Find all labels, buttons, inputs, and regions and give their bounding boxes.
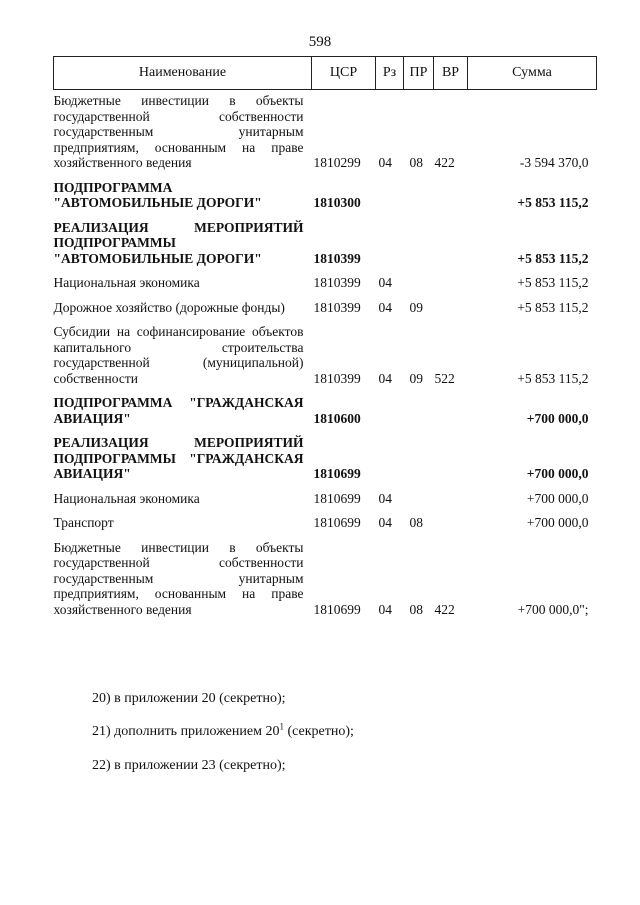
cell-rz: 04 xyxy=(378,155,392,170)
cell-sum: +700 000,0 xyxy=(526,410,589,426)
cell-csr: 1810699 xyxy=(313,466,361,481)
cell-pr: 09 xyxy=(409,299,423,315)
cell-sum: +5 853 115,2 xyxy=(517,250,589,266)
cell-sum: +700 000,0 xyxy=(526,515,589,530)
cell-pr xyxy=(404,215,434,271)
table-row xyxy=(54,486,597,511)
cell-vr xyxy=(434,510,468,535)
cell-name: РЕАЛИЗАЦИЯ МЕРОПРИЯТИЙ ПОДПРОГРАММЫ "ГРАЖДАНСКАЯ АВИАЦИЯ" xyxy=(53,435,304,481)
cell-pr: 08 xyxy=(409,155,423,170)
paragraph-21-superscript: 1 xyxy=(279,721,284,732)
cell-name: Дорожное хозяйство (дорожные фонды) xyxy=(53,299,285,315)
cell-csr: 1810399 xyxy=(313,275,361,290)
header-sum: Сумма xyxy=(468,57,597,90)
cell-vr xyxy=(434,486,468,511)
paragraph-21-tail: (секретно); xyxy=(283,724,354,739)
cell-csr: 1810699 xyxy=(313,515,361,530)
table-row xyxy=(54,510,597,535)
cell-sum: +700 000,0"; xyxy=(517,601,589,617)
cell-vr: 422 xyxy=(434,601,455,617)
cell-sum: +5 853 115,2 xyxy=(517,275,589,290)
cell-name: ПОДПРОГРАММА "АВТОМОБИЛЬНЫЕ ДОРОГИ" xyxy=(53,179,262,210)
table-row xyxy=(54,295,597,320)
cell-vr xyxy=(434,295,468,320)
cell-name: ПОДПРОГРАММА "ГРАЖДАНСКАЯ АВИАЦИЯ" xyxy=(53,395,304,426)
cell-rz xyxy=(376,430,404,486)
table-row xyxy=(54,175,597,215)
cell-pr xyxy=(404,175,434,215)
cell-vr xyxy=(434,430,468,486)
cell-pr xyxy=(404,430,434,486)
header-rz: Рз xyxy=(376,57,404,90)
budget-table-container xyxy=(53,56,596,621)
cell-sum: +5 853 115,2 xyxy=(517,195,589,210)
paragraph-22: 22) в приложении 23 (секретно); xyxy=(92,758,286,773)
table-row xyxy=(54,430,597,486)
cell-rz xyxy=(376,215,404,271)
cell-rz: 04 xyxy=(378,275,392,290)
table-header-row xyxy=(54,57,597,90)
cell-rz: 04 xyxy=(378,601,392,617)
cell-pr: 08 xyxy=(409,601,423,617)
cell-csr: 1810699 xyxy=(313,490,361,506)
cell-name: Субсидии на софинансирование объектов капитального строительства государственной (муниципальной) собственности xyxy=(53,324,304,386)
cell-name: Бюджетные инвестиции в объекты государственной собственности государственным унитарным предприятиям, основанным на праве хозяйственного ведения xyxy=(53,539,304,617)
cell-name: РЕАЛИЗАЦИЯ МЕРОПРИЯТИЙ ПОДПРОГРАММЫ "АВТОМОБИЛЬНЫЕ ДОРОГИ" xyxy=(53,219,304,266)
table-row xyxy=(54,90,597,175)
cell-sum: +700 000,0 xyxy=(526,466,589,481)
cell-rz xyxy=(376,390,404,430)
cell-sum: +5 853 115,2 xyxy=(517,299,589,315)
cell-vr: 422 xyxy=(434,155,455,170)
cell-csr: 1810699 xyxy=(313,601,361,617)
paragraph-21 xyxy=(92,723,612,741)
cell-name: Национальная экономика xyxy=(53,490,200,506)
cell-vr xyxy=(434,175,468,215)
cell-csr: 1810399 xyxy=(313,299,361,315)
paragraph-20: 20) в приложении 20 (секретно); xyxy=(92,691,286,706)
paragraph-21-text: 21) дополнить приложением 20 xyxy=(92,724,280,739)
cell-csr: 1810399 xyxy=(313,250,361,266)
page-number: 598 xyxy=(308,34,332,50)
cell-vr: 522 xyxy=(434,370,455,386)
cell-sum: +5 853 115,2 xyxy=(517,370,589,386)
header-csr: ЦСР xyxy=(312,57,376,90)
cell-name: Национальная экономика xyxy=(53,275,200,290)
cell-name: Бюджетные инвестиции в объекты государственной собственности государственным унитарным предприятиям, основанным на праве хозяйственного ведения xyxy=(53,93,304,170)
cell-sum: -3 594 370,0 xyxy=(519,155,589,170)
cell-rz: 04 xyxy=(378,490,392,506)
cell-csr: 1810300 xyxy=(313,195,361,210)
cell-csr: 1810399 xyxy=(313,370,361,386)
table-body xyxy=(54,90,597,622)
cell-sum: +700 000,0 xyxy=(526,490,589,506)
cell-vr xyxy=(434,270,468,295)
cell-vr xyxy=(434,215,468,271)
cell-vr xyxy=(434,390,468,430)
cell-rz: 04 xyxy=(378,515,392,530)
cell-pr xyxy=(404,270,434,295)
cell-csr: 1810600 xyxy=(313,410,361,426)
header-pr: ПР xyxy=(404,57,434,90)
table-row xyxy=(54,319,597,390)
budget-table xyxy=(53,56,597,621)
cell-pr xyxy=(404,486,434,511)
table-row xyxy=(54,535,597,622)
cell-pr: 08 xyxy=(409,515,423,530)
table-row xyxy=(54,390,597,430)
header-vr: ВР xyxy=(434,57,468,90)
cell-rz: 04 xyxy=(378,299,392,315)
cell-name: Транспорт xyxy=(53,515,114,530)
cell-csr: 1810299 xyxy=(313,155,361,170)
table-row xyxy=(54,215,597,271)
header-name: Наименование xyxy=(54,57,312,90)
cell-rz: 04 xyxy=(378,370,392,386)
cell-pr xyxy=(404,390,434,430)
cell-rz xyxy=(376,175,404,215)
table-row xyxy=(54,270,597,295)
cell-pr: 09 xyxy=(409,370,423,386)
